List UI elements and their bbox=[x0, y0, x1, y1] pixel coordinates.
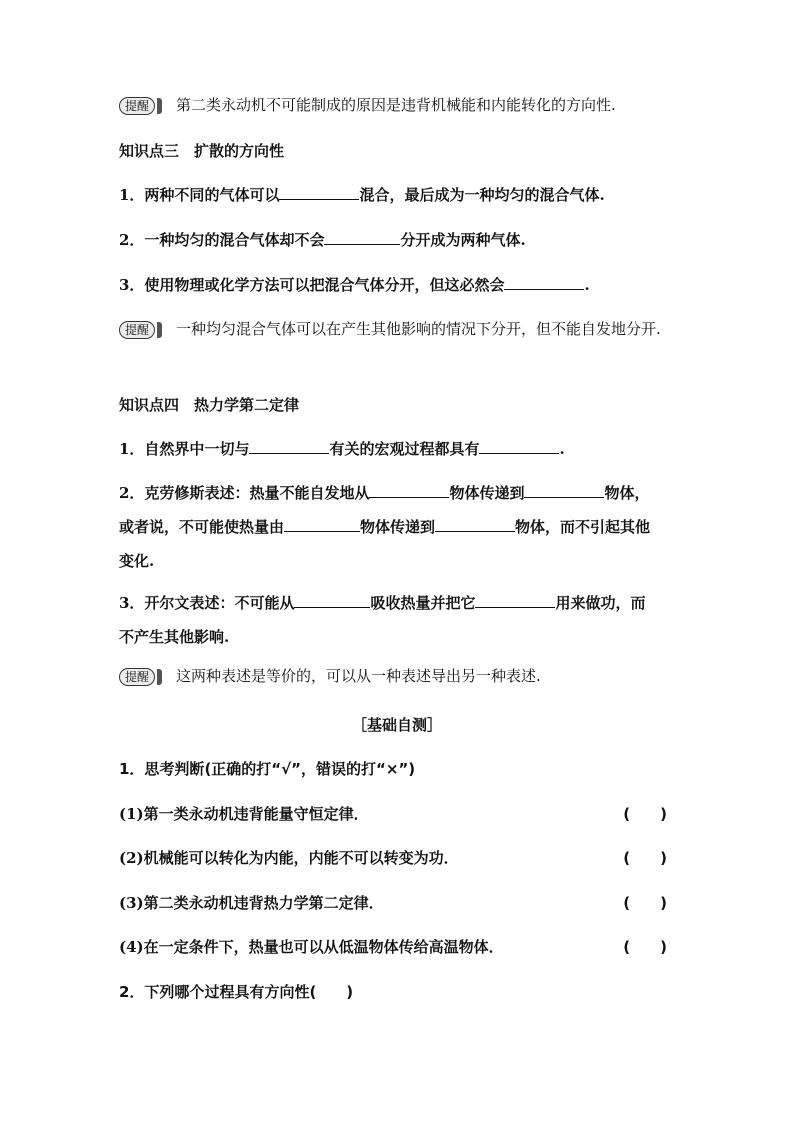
tip-3 bbox=[119, 659, 679, 693]
fill-blank[interactable] bbox=[294, 591, 370, 608]
fill-blank[interactable] bbox=[504, 273, 584, 290]
section-title: ［基础自测］ bbox=[351, 716, 442, 734]
kp3-item-3 bbox=[119, 268, 679, 302]
kp4-item-1 bbox=[119, 432, 679, 466]
q1-item-4 bbox=[119, 930, 679, 964]
q1-item-1-text: (1)第一类永动机违背能量守恒定律． bbox=[119, 805, 369, 823]
answer-paren[interactable]: ( ) bbox=[623, 849, 667, 867]
fill-blank[interactable] bbox=[524, 481, 604, 498]
kp4-item-3-text-b: 吸收热量并把它 bbox=[370, 594, 476, 612]
q2-stem: 2．下列哪个过程具有方向性( ) bbox=[119, 983, 354, 1001]
tip-badge-tail bbox=[157, 322, 162, 338]
kp4-item-1-text-c: . bbox=[559, 440, 565, 458]
kp4-item-2-text-g: 变化. bbox=[119, 552, 155, 570]
kp4-item-2 bbox=[119, 476, 679, 578]
tip-badge: 提醒 bbox=[119, 321, 155, 339]
kp4-item-2-text-f: 物体，而不引起其他 bbox=[515, 518, 651, 536]
fill-blank[interactable] bbox=[279, 183, 359, 200]
kp4-item-2-text-b: 物体传递到 bbox=[449, 484, 525, 502]
q1-item-4-text: (4)在一定条件下，热量也可以从低温物体传给高温物体． bbox=[119, 938, 504, 956]
kp4-item-1-text-b: 有关的宏观过程都具有 bbox=[329, 440, 480, 458]
kp4-item-2-text-d: 或者说，不可能使热量由 bbox=[119, 518, 285, 536]
tip-badge-tail bbox=[157, 98, 162, 114]
kp3-item-2 bbox=[119, 223, 679, 257]
kp4-item-1-text-a: 1．自然界中一切与 bbox=[119, 440, 250, 458]
kp4-item-2-text-a: 2．克劳修斯表述：热量不能自发地从 bbox=[119, 484, 370, 502]
q1-item-3-text: (3)第二类永动机违背热力学第二定律． bbox=[119, 894, 384, 912]
tip-2-text: 一种均匀混合气体可以在产生其他影响的情况下分开，但不能自发地分开. bbox=[176, 320, 661, 338]
kp3-item-1-text-a: 1．两种不同的气体可以 bbox=[119, 186, 280, 204]
kp4-item-3 bbox=[119, 586, 679, 654]
q1-stem: 1．思考判断(正确的打“√”，错误的打“×”) bbox=[119, 760, 416, 778]
tip-1-text: 第二类永动机不可能制成的原因是违背机械能和内能转化的方向性. bbox=[176, 96, 616, 114]
kp3-item-2-text-b: 分开成为两种气体. bbox=[400, 231, 526, 249]
fill-blank[interactable] bbox=[324, 228, 400, 245]
kp4-item-3-text-d: 不产生其他影响. bbox=[119, 628, 230, 646]
fill-blank[interactable] bbox=[475, 591, 555, 608]
kp3-item-2-text-a: 2．一种均匀的混合气体却不会 bbox=[119, 231, 325, 249]
kp4-item-2-text-c: 物体， bbox=[604, 484, 650, 502]
kp3-item-3-text-b: . bbox=[584, 276, 590, 294]
kp3-item-1 bbox=[119, 178, 679, 212]
q1-item-3 bbox=[119, 886, 679, 920]
tip-2 bbox=[119, 312, 679, 346]
kp4-item-3-text-c: 用来做功，而 bbox=[555, 594, 646, 612]
fill-blank[interactable] bbox=[479, 437, 559, 454]
fill-blank[interactable] bbox=[284, 515, 360, 532]
tip-badge-tail bbox=[157, 669, 162, 685]
fill-blank[interactable] bbox=[369, 481, 449, 498]
tip-1 bbox=[119, 88, 679, 122]
answer-paren[interactable]: ( ) bbox=[623, 938, 667, 956]
kp4-title: 知识点四 热力学第二定律 bbox=[119, 396, 300, 414]
answer-paren[interactable]: ( ) bbox=[623, 894, 667, 912]
kp4-item-3-text-a: 3．开尔文表述：不可能从 bbox=[119, 594, 295, 612]
tip-badge: 提醒 bbox=[119, 97, 155, 115]
kp3-item-3-text-a: 3．使用物理或化学方法可以把混合气体分开，但这必然会 bbox=[119, 276, 505, 294]
fill-blank[interactable] bbox=[249, 437, 329, 454]
answer-paren[interactable]: ( ) bbox=[623, 805, 667, 823]
kp4-item-2-text-e: 物体传递到 bbox=[360, 518, 436, 536]
tip-badge: 提醒 bbox=[119, 668, 155, 686]
tip-3-text: 这两种表述是等价的，可以从一种表述导出另一种表述. bbox=[176, 667, 541, 685]
kp3-title: 知识点三 扩散的方向性 bbox=[119, 142, 285, 160]
kp3-item-1-text-b: 混合，最后成为一种均匀的混合气体. bbox=[359, 186, 605, 204]
q1-item-1 bbox=[119, 797, 679, 831]
q1-item-2 bbox=[119, 841, 679, 875]
fill-blank[interactable] bbox=[435, 515, 515, 532]
q1-item-2-text: (2)机械能可以转化为内能，内能不可以转变为功． bbox=[119, 849, 459, 867]
